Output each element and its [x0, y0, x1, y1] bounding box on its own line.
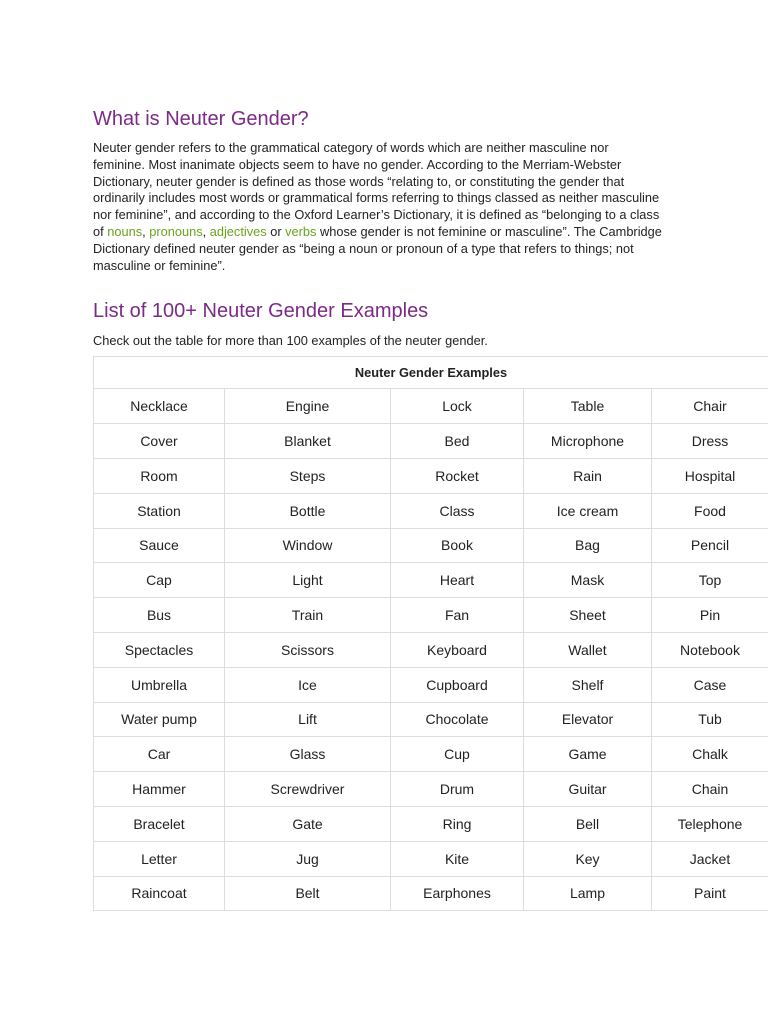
table-row [94, 424, 768, 459]
table-cell: Glass [225, 737, 391, 772]
table-body [94, 389, 768, 911]
table-cell: Cover [94, 424, 225, 459]
table-cell: Hospital [652, 458, 768, 493]
table-row [94, 458, 768, 493]
table-cell: Chain [652, 772, 768, 807]
table-cell: Game [524, 737, 652, 772]
table-cell: Guitar [524, 772, 652, 807]
table-row [94, 632, 768, 667]
table-row [94, 528, 768, 563]
table-cell: Gate [225, 806, 391, 841]
table-cell: Screwdriver [225, 772, 391, 807]
table-row [94, 598, 768, 633]
table-cell: Key [524, 841, 652, 876]
table-cell: Blanket [225, 424, 391, 459]
table-cell: Elevator [524, 702, 652, 737]
table-cell: Train [225, 598, 391, 633]
table-row [94, 667, 768, 702]
table-cell: Necklace [94, 389, 225, 424]
table-cell: Dress [652, 424, 768, 459]
table-cell: Bed [391, 424, 524, 459]
table-cell: Sheet [524, 598, 652, 633]
table-cell: Paint [652, 876, 768, 911]
table-cell: Rain [524, 458, 652, 493]
table-cell: Letter [94, 841, 225, 876]
table-row [94, 563, 768, 598]
table-cell: Lock [391, 389, 524, 424]
link-nouns[interactable]: nouns [107, 223, 143, 239]
link-adjectives[interactable]: adjectives [209, 223, 267, 239]
table-cell: Spectacles [94, 632, 225, 667]
table-row [94, 702, 768, 737]
table-cell: Water pump [94, 702, 225, 737]
table-header-row [94, 357, 768, 389]
table-cell: Cup [391, 737, 524, 772]
table-row [94, 737, 768, 772]
table-cell: Mask [524, 563, 652, 598]
table-cell: Station [94, 493, 225, 528]
table-cell: Room [94, 458, 225, 493]
section-title-neuter-gender: What is Neuter Gender? [93, 108, 309, 130]
examples-table [93, 356, 768, 911]
table-cell: Class [391, 493, 524, 528]
separator: , [142, 223, 150, 239]
table-cell: Heart [391, 563, 524, 598]
intro-paragraph [93, 140, 663, 274]
link-verbs[interactable]: verbs [285, 223, 317, 239]
table-lead-text: Check out the table for more than 100 examples of the neuter gender. [93, 333, 488, 349]
table-cell: Belt [225, 876, 391, 911]
table-cell: Bus [94, 598, 225, 633]
table-cell: Ice [225, 667, 391, 702]
table-cell: Raincoat [94, 876, 225, 911]
table-cell: Steps [225, 458, 391, 493]
table-cell: Car [94, 737, 225, 772]
table-cell: Drum [391, 772, 524, 807]
table-cell: Cap [94, 563, 225, 598]
table-cell: Microphone [524, 424, 652, 459]
table-row [94, 841, 768, 876]
table-cell: Light [225, 563, 391, 598]
table-row [94, 493, 768, 528]
table-cell: Pencil [652, 528, 768, 563]
table-cell: Rocket [391, 458, 524, 493]
table-cell: Pin [652, 598, 768, 633]
table-row [94, 806, 768, 841]
table-row [94, 389, 768, 424]
table-cell: Hammer [94, 772, 225, 807]
article [93, 106, 768, 911]
table-cell: Wallet [524, 632, 652, 667]
link-pronouns[interactable]: pronouns [149, 223, 203, 239]
table-cell: Telephone [652, 806, 768, 841]
table-cell: Jug [225, 841, 391, 876]
table-cell: Fan [391, 598, 524, 633]
table-cell: Keyboard [391, 632, 524, 667]
table-cell: Kite [391, 841, 524, 876]
table-cell: Top [652, 563, 768, 598]
table-cell: Shelf [524, 667, 652, 702]
table-cell: Lamp [524, 876, 652, 911]
table-row [94, 876, 768, 911]
table-row [94, 772, 768, 807]
section-title-examples-list: List of 100+ Neuter Gender Examples [93, 300, 429, 323]
table-cell: Earphones [391, 876, 524, 911]
table-cell: Chalk [652, 737, 768, 772]
table-cell: Chocolate [391, 702, 524, 737]
table-cell: Bag [524, 528, 652, 563]
table-cell: Lift [225, 702, 391, 737]
separator: , [202, 223, 210, 239]
intro-text-1: Neuter gender refers to the grammatical category of words which are neither masculine nor feminine. Most inanimate objects seem to have no gender. According to the Merriam-Webster Dictionary, neuter gender is defined as those words “relating to, or constituting the gender that ordinarily includes most words or grammatical forms referring to things classed as neither masculine nor feminine”, and according to the Oxford Learner’s Dictionary, it is defined as “belonging to a class of [93, 140, 660, 239]
table-cell: Engine [225, 389, 391, 424]
table-cell: Bracelet [94, 806, 225, 841]
table-cell: Ring [391, 806, 524, 841]
table-cell: Scissors [225, 632, 391, 667]
table-cell: Food [652, 493, 768, 528]
table-caption: Neuter Gender Examples [94, 357, 768, 389]
table-cell: Ice cream [524, 493, 652, 528]
table-cell: Chair [652, 389, 768, 424]
table-cell: Bell [524, 806, 652, 841]
separator: or [266, 223, 286, 239]
table-cell: Tub [652, 702, 768, 737]
table-cell: Notebook [652, 632, 768, 667]
table-cell: Book [391, 528, 524, 563]
intro-text-2: whose gender is not feminine or masculine”. The Cambridge Dictionary defined neuter gender as “being a noun or pronoun of a type that refers to things; not masculine or feminine”. [93, 223, 662, 273]
table-cell: Umbrella [94, 667, 225, 702]
table-cell: Jacket [652, 841, 768, 876]
table-cell: Case [652, 667, 768, 702]
table-cell: Sauce [94, 528, 225, 563]
table-cell: Bottle [225, 493, 391, 528]
table-cell: Cupboard [391, 667, 524, 702]
table-cell: Table [524, 389, 652, 424]
table-cell: Window [225, 528, 391, 563]
